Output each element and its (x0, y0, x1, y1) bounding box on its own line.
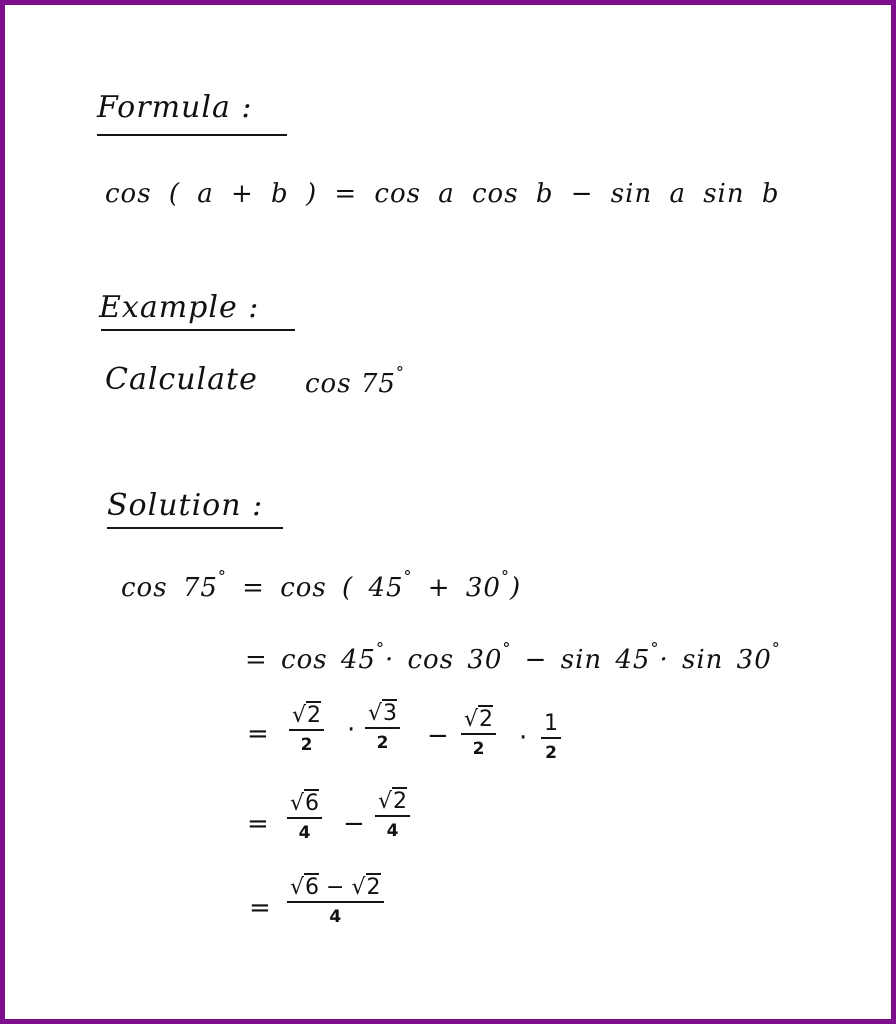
radicand: 2 (479, 707, 494, 732)
fraction-sqrt2-over-2 (289, 705, 324, 754)
fraction-denominator: 2 (472, 739, 485, 759)
multiply-dot: · (347, 715, 356, 745)
example-prompt-word: Calculate (105, 362, 258, 397)
fraction-sqrt2-over-2 (461, 709, 496, 758)
step2-part: − sin 45 (511, 645, 651, 675)
fraction-numerator (287, 793, 322, 817)
fraction-denominator: 2 (300, 735, 313, 755)
step1-rhs-c: ) (509, 573, 522, 603)
step2-part: · cos 30 (384, 645, 503, 675)
degree-symbol: ° (500, 567, 510, 586)
sqrt-symbol: √ (351, 875, 366, 900)
sqrt-symbol: √ (292, 703, 307, 728)
fraction-numerator (461, 709, 496, 733)
fraction-final-result (287, 877, 384, 926)
fraction-denominator: 2 (545, 743, 557, 763)
fraction-numerator (375, 791, 410, 815)
degree-symbol: ° (771, 639, 781, 658)
sqrt-symbol: √ (290, 791, 305, 816)
solution-heading-underline (107, 527, 283, 529)
step1-rhs-a: = cos ( 45 (242, 573, 404, 603)
radicand: 2 (366, 875, 381, 900)
minus-sign: − (326, 875, 345, 900)
formula-equation: cos ( a + b ) = cos a cos b − sin a sin b (105, 179, 780, 209)
formula-heading: Formula : (97, 90, 253, 125)
fraction-sqrt6-over-4 (287, 793, 322, 842)
example-prompt-expr-text: cos 75 (305, 369, 396, 399)
fraction-denominator: 2 (376, 733, 389, 753)
sqrt-symbol: √ (368, 701, 383, 726)
fraction-numerator (365, 703, 400, 727)
degree-symbol: ° (502, 639, 512, 658)
solution-heading: Solution : (107, 488, 264, 523)
formula-heading-underline (97, 134, 287, 136)
radicand: 6 (305, 791, 320, 816)
fraction-denominator: 4 (386, 821, 399, 841)
sqrt-symbol: √ (290, 875, 305, 900)
step1-rhs-b: + 30 (412, 573, 501, 603)
degree-symbol: ° (375, 639, 385, 658)
radicand: 2 (307, 703, 322, 728)
sqrt-symbol: √ (464, 707, 479, 732)
step2-part: = cos 45 (245, 645, 376, 675)
fraction-numerator (289, 705, 324, 729)
minus-sign: − (427, 721, 449, 751)
fraction-1-over-2 (541, 713, 561, 762)
fraction-denominator: 4 (329, 907, 342, 927)
example-heading: Example : (99, 290, 260, 325)
degree-symbol: ° (403, 567, 413, 586)
example-heading-underline (101, 329, 295, 331)
minus-sign: − (343, 809, 365, 839)
degree-symbol: ° (217, 567, 227, 586)
fraction-sqrt3-over-2 (365, 703, 400, 752)
step1-lhs: cos 75 (121, 573, 218, 603)
radicand: 6 (305, 875, 320, 900)
solution-step-2 (245, 639, 781, 675)
degree-symbol: ° (395, 363, 405, 382)
radicand: 3 (383, 701, 398, 726)
step3-equals: = (247, 719, 269, 749)
solution-step-1 (121, 567, 522, 603)
radicand: 2 (393, 789, 408, 814)
degree-symbol: ° (650, 639, 660, 658)
fraction-denominator: 4 (298, 823, 311, 843)
fraction-sqrt2-over-4 (375, 791, 410, 840)
step2-part: · sin 30 (659, 645, 772, 675)
fraction-numerator: 1 (544, 711, 558, 736)
multiply-dot: · (519, 723, 528, 753)
step4-equals: = (247, 809, 269, 839)
step5-equals: = (249, 893, 271, 923)
fraction-numerator (287, 877, 384, 901)
example-prompt-expression (305, 363, 405, 399)
sqrt-symbol: √ (378, 789, 393, 814)
